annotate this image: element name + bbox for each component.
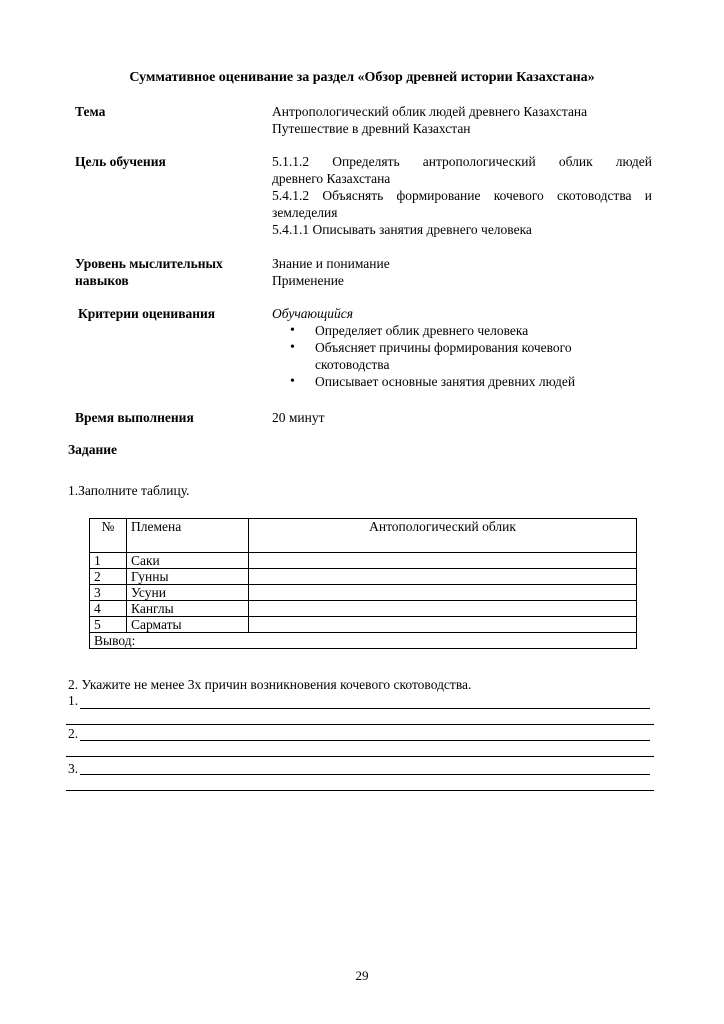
goal-line: 5.4.1.2 Объяснять формирование кочевого скотоводства и (272, 188, 652, 203)
header-tribes: Племена (127, 519, 249, 553)
criteria-item: • Объясняет причины формирования кочевого скотоводства (272, 339, 600, 373)
level-label-line: навыков (75, 273, 129, 288)
goal-line: 5.1.1.2 Определять антропологический облик людей (272, 154, 652, 169)
answer-line[interactable] (66, 724, 654, 725)
answer-line[interactable] (80, 774, 650, 775)
criteria-list (272, 322, 632, 390)
row-appearance-cell[interactable] (249, 601, 637, 617)
answer-number: 3. (68, 761, 79, 776)
level-label-line: Уровень мыслительных (75, 256, 223, 271)
time-label: Время выполнения (75, 410, 194, 425)
row-tribe: Канглы (127, 601, 249, 617)
header-appearance: Антопологический облик (249, 519, 637, 553)
answer-line[interactable] (80, 708, 650, 709)
time-value: 20 минут (272, 410, 325, 425)
document-title: Суммативное оценивание за раздел «Обзор древней истории Казахстана» (129, 70, 595, 85)
row-appearance-cell[interactable] (249, 585, 637, 601)
tribes-table (89, 518, 637, 649)
table-conclusion-row (90, 633, 637, 649)
table-row (90, 585, 637, 601)
conclusion-label: Вывод: (94, 633, 136, 648)
row-tribe: Сарматы (127, 617, 249, 633)
answer-line[interactable] (66, 790, 654, 791)
row-appearance-cell[interactable] (249, 617, 637, 633)
criteria-item: • Определяет облик древнего человека (272, 322, 632, 339)
goal-line: 5.4.1.1 Описывать занятия древнего человека (272, 222, 532, 237)
level-line: Применение (272, 273, 344, 288)
goal-line: земледелия (272, 205, 338, 220)
table-row (90, 569, 637, 585)
topic-value (272, 103, 652, 137)
table-header-row (90, 519, 637, 553)
row-tribe: Саки (127, 553, 249, 569)
level-value (272, 255, 652, 289)
row-tribe: Усуни (127, 585, 249, 601)
row-tribe: Гунны (127, 569, 249, 585)
row-appearance-cell[interactable] (249, 553, 637, 569)
row-number: 3 (90, 585, 127, 601)
task2-instruction: 2. Укажите не менее 3х причин возникновения кочевого скотоводства. (68, 677, 472, 692)
level-label (75, 255, 223, 289)
goal-label: Цель обучения (75, 154, 166, 169)
row-number: 2 (90, 569, 127, 585)
table-row (90, 553, 637, 569)
row-number: 1 (90, 553, 127, 569)
criteria-intro: Обучающийся (272, 306, 354, 321)
criteria-value (272, 305, 632, 390)
answer-line[interactable] (66, 756, 654, 757)
criteria-item: • Описывает основные занятия древних людей (272, 373, 632, 390)
conclusion-cell[interactable] (90, 633, 637, 649)
table-row (90, 617, 637, 633)
criteria-label: Критерии оценивания (78, 306, 216, 321)
topic-line: Путешествие в древний Казахстан (272, 121, 471, 136)
table-row (90, 601, 637, 617)
header-number: № (90, 519, 127, 553)
answer-number: 2. (68, 726, 79, 741)
topic-line: Антропологический облик людей древнего Казахстана (272, 104, 588, 119)
row-number: 4 (90, 601, 127, 617)
task1-instruction: 1.Заполните таблицу. (68, 483, 190, 498)
row-number: 5 (90, 617, 127, 633)
goal-value (272, 153, 652, 238)
row-appearance-cell[interactable] (249, 569, 637, 585)
answer-number: 1. (68, 693, 79, 708)
page-number: 29 (355, 968, 369, 983)
task-heading: Задание (68, 442, 118, 457)
topic-label: Тема (75, 104, 106, 119)
goal-line: древнего Казахстана (272, 171, 391, 186)
level-line: Знание и понимание (272, 256, 390, 271)
answer-line[interactable] (80, 740, 650, 741)
